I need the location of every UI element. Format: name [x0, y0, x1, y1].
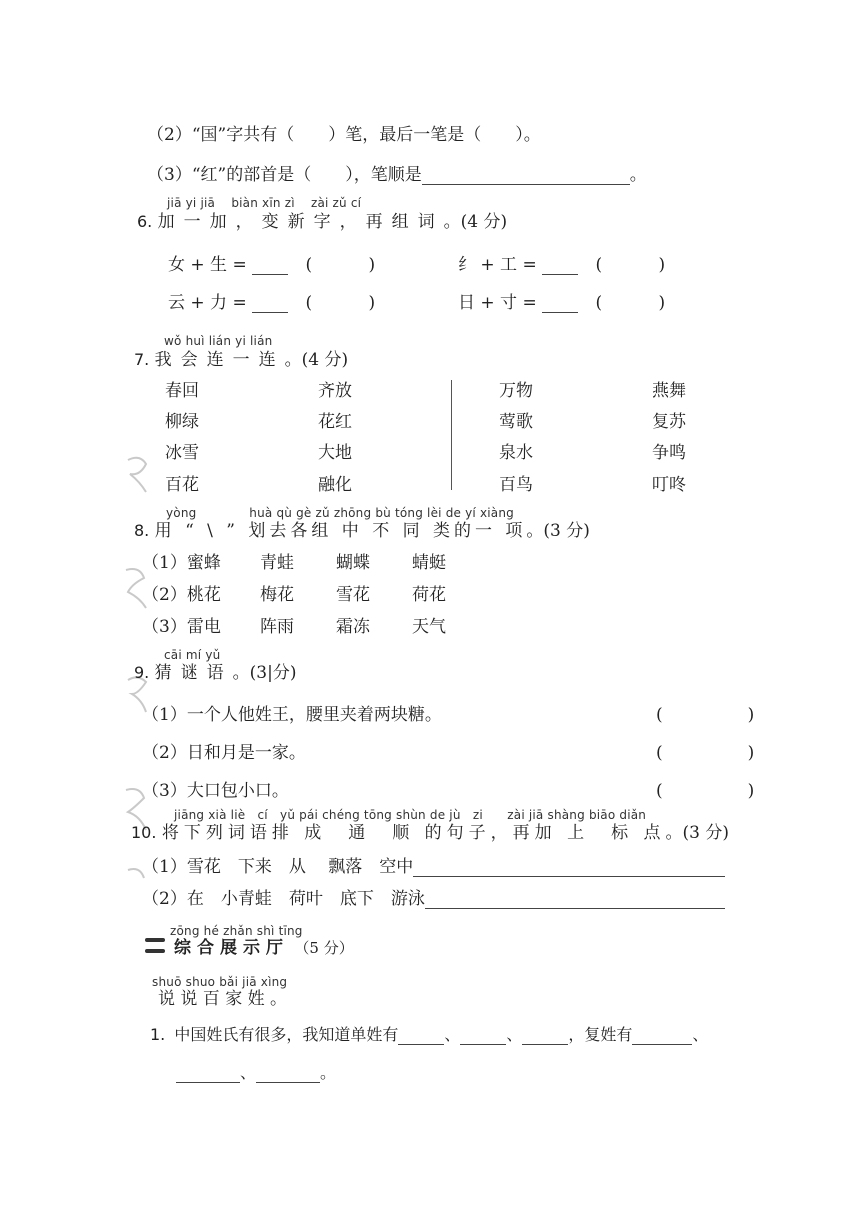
riddle-1-answer[interactable]: ( ): [656, 705, 755, 725]
q7-title: 我会连一连: [154, 350, 285, 370]
q8-title: 用 “ \ ” 划去各组 中 不 同 类的一 项: [154, 521, 527, 541]
separator: 、: [240, 1063, 257, 1082]
q10-title: 将下列词语排 成 通 顺 的句子，再加 上 标 点: [161, 823, 666, 843]
q10-number: 10.: [131, 823, 157, 842]
riddle-1: （1）一个人他姓王，腰里夹着两块糖。: [142, 705, 442, 725]
question-guo-strokes: （2）“国”字共有（ ）笔，最后一笔是（ ）。: [147, 125, 541, 145]
q8-row-1: [142, 553, 446, 573]
q6-item-4-blank[interactable]: [542, 294, 578, 313]
q7-col4-item[interactable]: 复苏: [652, 412, 686, 432]
q7-col3-item[interactable]: 泉水: [499, 443, 533, 463]
q6-item-3-paren[interactable]: ( ): [305, 293, 376, 313]
q6-item-3-text: 云 + 力 =: [168, 293, 247, 313]
answer-blank[interactable]: [422, 166, 630, 185]
q10-row-1: [142, 857, 725, 877]
sub-pinyin: shuō shuo bǎi jiā xìng: [152, 975, 288, 989]
q7-pinyin: wǒ huì lián yi lián: [164, 334, 273, 348]
q6-item-2-blank[interactable]: [542, 256, 578, 275]
q6-item-1-blank[interactable]: [252, 256, 288, 275]
section2-pinyin: zōng hé zhǎn shì tīng: [170, 924, 303, 938]
q10-pinyin: jiāng xià liè cí yǔ pái chéng tōng shùn de jù zi zài jiā shàng biāo diǎn: [174, 808, 647, 822]
single-surname-blank-2[interactable]: [460, 1026, 506, 1045]
q10-row-2-blank[interactable]: [425, 890, 725, 909]
q6-item-4: [458, 293, 665, 313]
q9-pinyin: cāi mí yǔ: [164, 648, 221, 662]
column-divider: [451, 380, 452, 490]
q8-option[interactable]: 雪花: [336, 585, 370, 605]
q8-heading: [134, 521, 590, 541]
q6-item-4-text: 日 + 寸 =: [458, 293, 537, 313]
q9-score: 。(3|分): [232, 663, 297, 683]
q8-option[interactable]: （2）桃花: [142, 585, 221, 605]
q8-option[interactable]: 蜻蜓: [412, 553, 446, 573]
q6-item-2-text: 纟 + 工 =: [458, 255, 537, 275]
q6-score: 。(4 分): [443, 212, 508, 232]
question-hong-end: 。: [629, 165, 647, 185]
single-surname-blank-3[interactable]: [522, 1026, 568, 1045]
q7-col1-item[interactable]: 百花: [165, 475, 199, 495]
separator: 、: [506, 1025, 523, 1044]
single-surname-blank-1[interactable]: [398, 1026, 444, 1045]
q8-row-3: [142, 617, 446, 637]
q7-col1-item[interactable]: 柳绿: [165, 412, 199, 432]
q7-heading: [134, 350, 348, 370]
q6-number: 6.: [137, 212, 153, 231]
q6-pinyin: jiā yi jiā biàn xīn zì zài zǔ cí: [167, 196, 362, 210]
q8-option[interactable]: 天气: [412, 617, 446, 637]
q1-line-2: [176, 1063, 336, 1083]
q8-option[interactable]: （3）雷电: [142, 617, 221, 637]
riddle-2-answer[interactable]: ( ): [656, 743, 755, 763]
sub-title: 说 说 百 家 姓 。: [158, 989, 288, 1009]
q8-option[interactable]: 青蛙: [260, 553, 294, 573]
q10-heading: [131, 823, 729, 843]
section-number-two-icon: [145, 935, 165, 955]
q7-col2-item[interactable]: 融化: [318, 475, 352, 495]
q7-score: 。(4 分): [284, 350, 349, 370]
q6-heading: [137, 212, 507, 232]
q7-col1-item[interactable]: 春回: [165, 381, 199, 401]
q8-option[interactable]: 梅花: [260, 585, 294, 605]
q6-item-2: [458, 255, 665, 275]
q10-row-2-words: （2）在 小青蛙 荷叶 底下 游泳: [142, 889, 425, 909]
q10-row-1-words: （1）雪花 下来 从 飘落 空中: [142, 857, 414, 877]
riddle-3: （3）大口包小口。: [142, 781, 289, 801]
q6-item-3: [168, 293, 375, 313]
separator: 、: [692, 1025, 709, 1044]
q1-end: 。: [320, 1063, 337, 1082]
q6-item-1-text: 女 + 生 =: [168, 255, 247, 275]
q7-number: 7.: [134, 350, 150, 369]
q8-option[interactable]: （1）蜜蜂: [142, 553, 221, 573]
q6-item-2-paren[interactable]: ( ): [595, 255, 666, 275]
q8-row-2: [142, 585, 446, 605]
separator: 、: [444, 1025, 461, 1044]
q7-col3-item[interactable]: 万物: [499, 381, 533, 401]
riddle-3-answer[interactable]: ( ): [656, 781, 755, 801]
q7-col2-item[interactable]: 花红: [318, 412, 352, 432]
compound-surname-blank-1[interactable]: [632, 1026, 692, 1045]
q7-col2-item[interactable]: 大地: [318, 443, 352, 463]
q6-item-1-paren[interactable]: ( ): [305, 255, 376, 275]
q10-row-1-blank[interactable]: [413, 858, 725, 877]
q7-col4-item[interactable]: 叮咚: [652, 475, 686, 495]
q1-text: 中国姓氏有很多，我知道单姓有: [174, 1025, 399, 1044]
q10-score: 。(3 分): [665, 823, 729, 843]
q7-col2-item[interactable]: 齐放: [318, 381, 352, 401]
riddle-2: （2）日和月是一家。: [142, 743, 306, 763]
section2-score: （5 分）: [294, 939, 354, 957]
section2-heading: [174, 938, 354, 958]
q8-score: 。(3 分): [526, 521, 590, 541]
section2-title: 综合展示厅: [174, 938, 289, 958]
q1-number: 1.: [150, 1025, 166, 1044]
q9-title: 猜谜语: [154, 663, 233, 683]
question-hong-radical: [147, 165, 647, 185]
q7-col3-item[interactable]: 百鸟: [499, 475, 533, 495]
q7-col4-item[interactable]: 争鸣: [652, 443, 686, 463]
q7-col3-item[interactable]: 莺歌: [499, 412, 533, 432]
q7-col1-item[interactable]: 冰雪: [165, 443, 199, 463]
compound-surname-blank-3[interactable]: [256, 1064, 320, 1083]
compound-surname-blank-2[interactable]: [176, 1064, 240, 1083]
q7-col4-item[interactable]: 燕舞: [652, 381, 686, 401]
q8-option[interactable]: 霜冻: [336, 617, 370, 637]
q6-item-4-paren[interactable]: ( ): [595, 293, 666, 313]
q9-number: 9.: [134, 663, 150, 682]
q1-line-1: [150, 1025, 708, 1045]
q6-item-1: [168, 255, 375, 275]
q8-pinyin: yòng huà qù gè zǔ zhōng bù tóng lèi de yí xiàng: [166, 506, 514, 520]
q6-title: 加一加，变新字，再组词: [157, 212, 444, 232]
q8-number: 8.: [134, 521, 150, 540]
question-hong-label: （3）“红”的部首是（ ），笔顺是: [147, 165, 422, 185]
q8-option[interactable]: 阵雨: [260, 617, 294, 637]
q10-row-2: [142, 889, 725, 909]
q8-option[interactable]: 荷花: [412, 585, 446, 605]
q9-heading: [134, 663, 296, 683]
q1-compound-label: ，复姓有: [568, 1025, 633, 1044]
q8-option[interactable]: 蝴蝶: [336, 553, 370, 573]
q6-item-3-blank[interactable]: [252, 294, 288, 313]
